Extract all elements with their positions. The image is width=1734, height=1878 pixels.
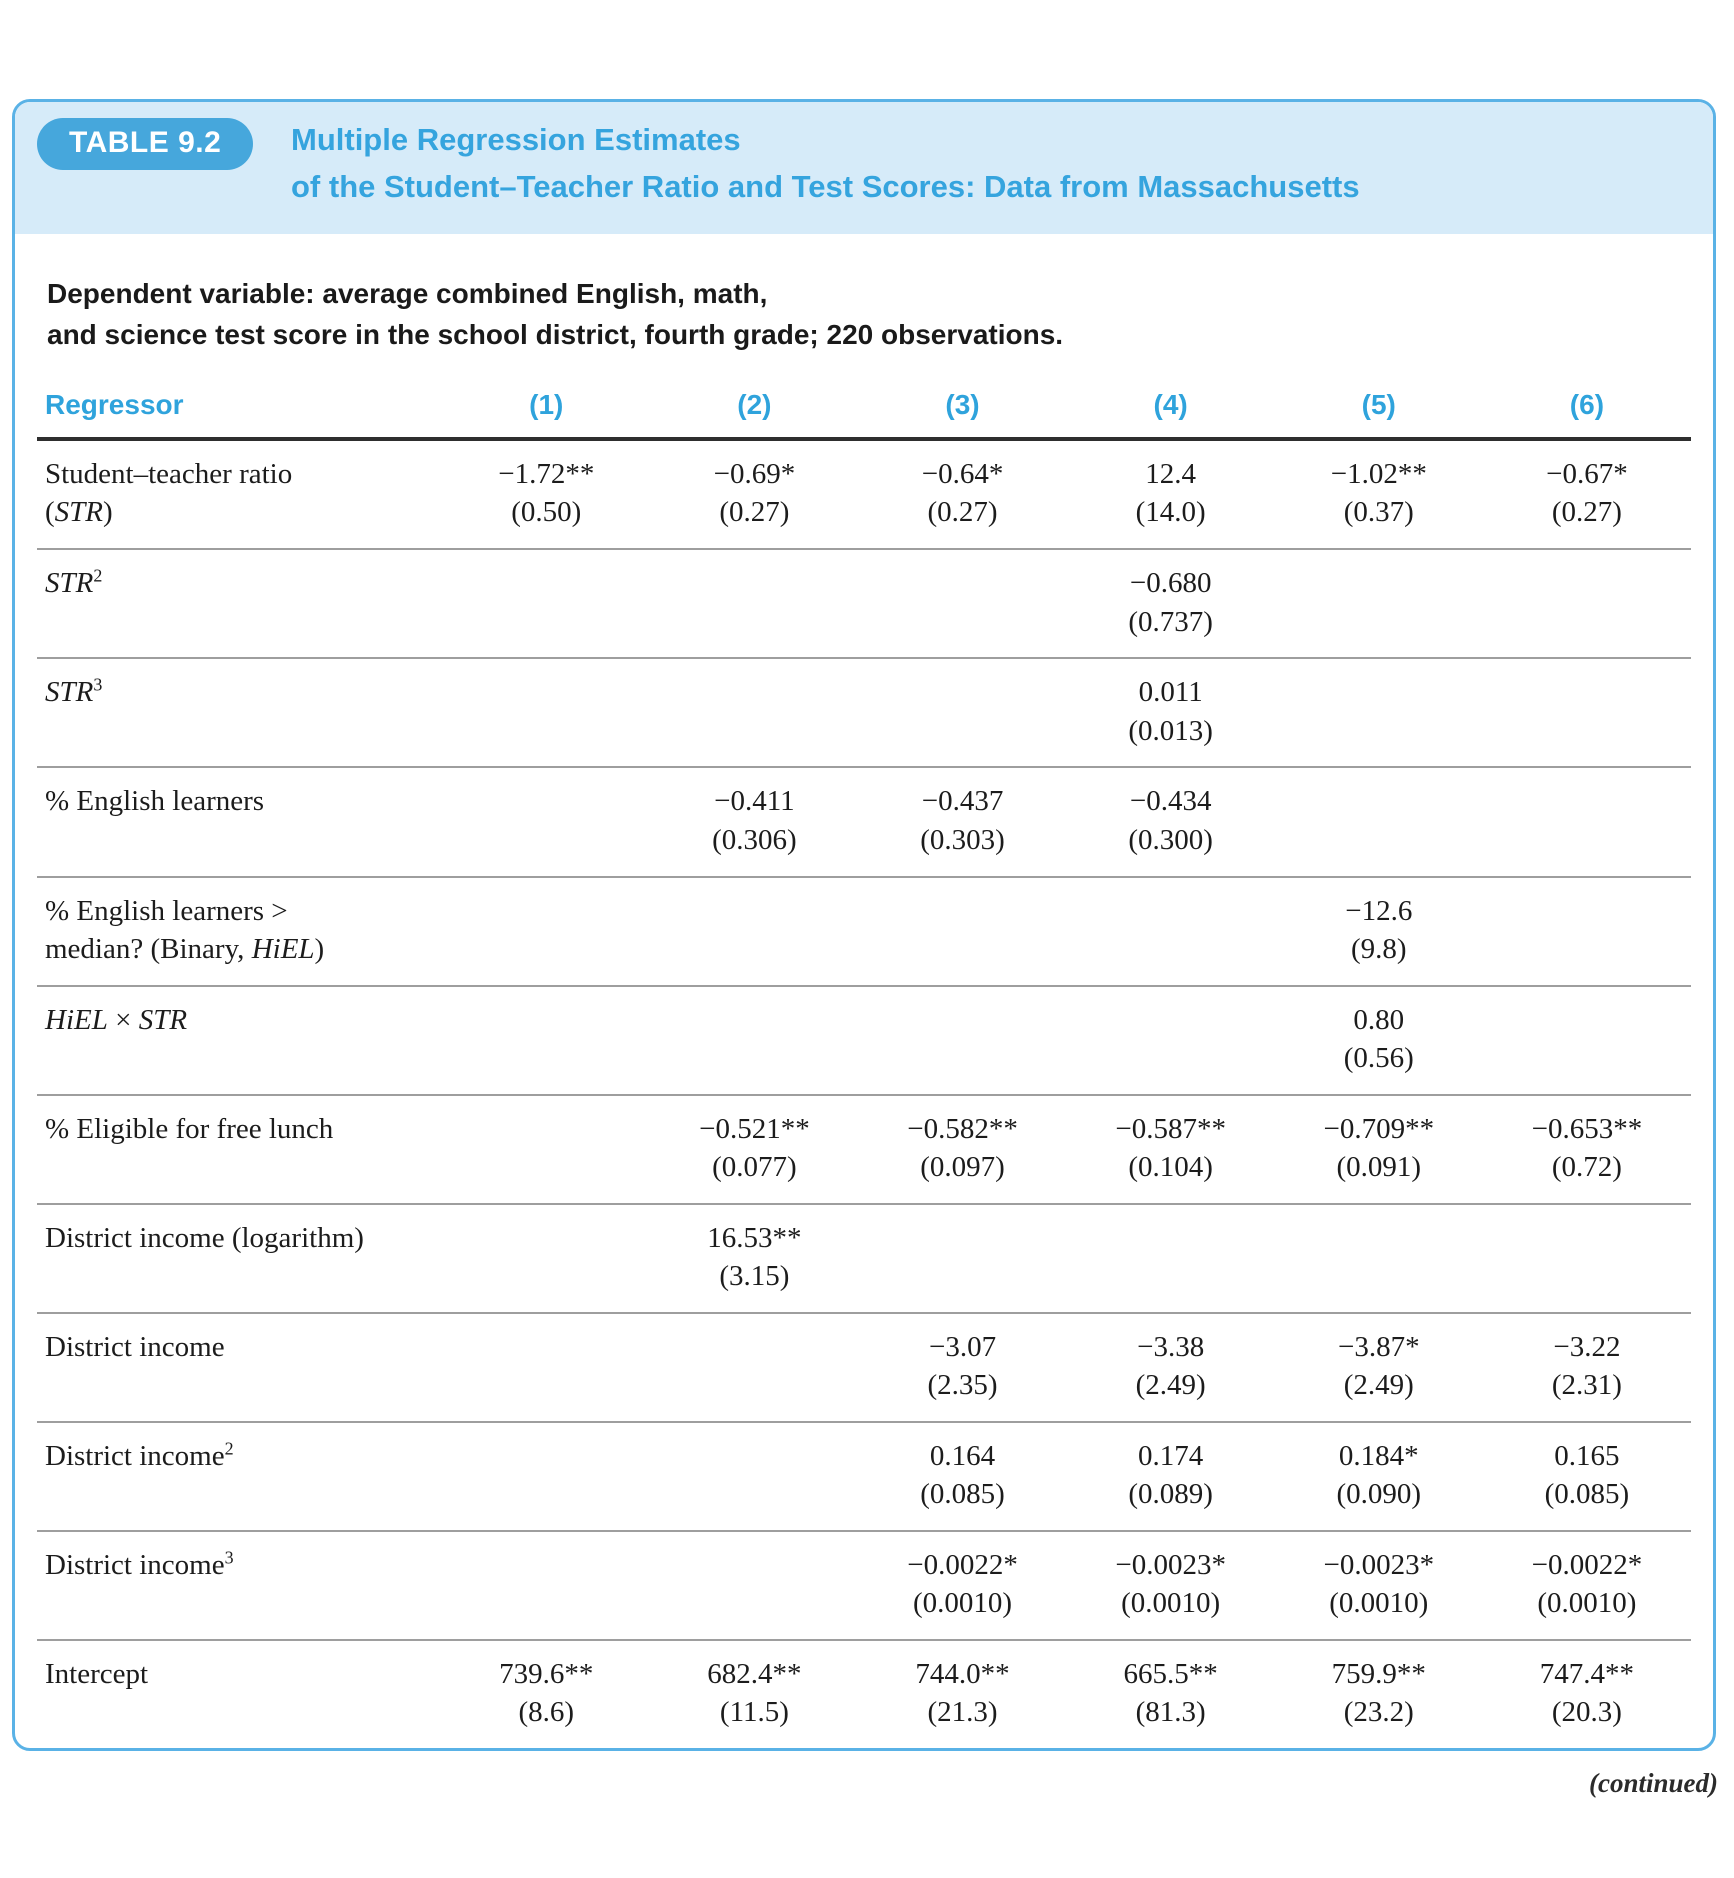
coefficient-cell: [1067, 767, 1275, 876]
coefficient-cell: [1275, 1313, 1483, 1422]
coefficient-cell: [650, 549, 858, 658]
column-header-6: (6): [1483, 389, 1691, 439]
standard-error: (0.56): [1343, 1041, 1414, 1074]
coefficient-cell: [442, 1313, 650, 1422]
coefficient-cell: [1483, 877, 1691, 986]
standard-error: (8.6): [518, 1696, 575, 1729]
table-row: [37, 1313, 1691, 1422]
standard-error: (0.27): [927, 496, 998, 529]
standard-error: (2.31): [1551, 1369, 1622, 1402]
standard-error: (0.303): [920, 823, 1005, 856]
coefficient-cell: [442, 1095, 650, 1204]
table-title-line1: Multiple Regression Estimates: [291, 122, 741, 157]
coefficient-cell: [650, 986, 858, 1095]
coefficient-cell: [442, 1640, 650, 1748]
coefficient-cell: [1275, 1204, 1483, 1313]
table-title: [291, 116, 1360, 210]
coefficient-cell: [1483, 767, 1691, 876]
table-row: [37, 986, 1691, 1095]
coefficient-value: −0.653**: [1531, 1112, 1643, 1145]
standard-error: (0.104): [1128, 1150, 1213, 1183]
coefficient-cell: [1275, 1640, 1483, 1748]
coefficient-cell: [1483, 658, 1691, 767]
coefficient-cell: [442, 439, 650, 549]
coefficient-cell: [650, 767, 858, 876]
coefficient-value: 0.011: [1138, 676, 1203, 709]
standard-error: (0.0010): [1537, 1587, 1637, 1620]
coefficient-value: 0.164: [929, 1439, 996, 1472]
coefficient-cell: [1483, 1531, 1691, 1640]
regressor-label: % English learners > median? (Binary, HiEL): [45, 894, 325, 965]
coefficient-cell: [1275, 986, 1483, 1095]
standard-error: (0.0010): [1329, 1587, 1429, 1620]
coefficient-value: 0.184*: [1338, 1439, 1419, 1472]
coefficient-cell: [1067, 439, 1275, 549]
coefficient-cell: [858, 1095, 1066, 1204]
coefficient-value: 16.53**: [707, 1221, 802, 1254]
coefficient-cell: [650, 877, 858, 986]
note-line2: and science test score in the school district, fourth grade; 220 observations.: [47, 318, 1064, 350]
coefficient-value: −3.38: [1137, 1330, 1205, 1363]
standard-error: (0.089): [1128, 1478, 1213, 1511]
coefficient-cell: [650, 1531, 858, 1640]
coefficient-cell: [1275, 549, 1483, 658]
coefficient-cell: [1067, 1095, 1275, 1204]
note-line1: Dependent variable: average combined English, math,: [47, 278, 768, 309]
regressor-label: District income (logarithm): [45, 1221, 364, 1254]
coefficient-cell: [1483, 439, 1691, 549]
coefficient-cell: [1067, 549, 1275, 658]
table-row: [37, 1095, 1691, 1204]
standard-error: (11.5): [719, 1696, 789, 1729]
column-header-2: (2): [650, 389, 858, 439]
dependent-variable-note: [47, 274, 1681, 355]
regressor-label: % English learners: [45, 785, 265, 818]
coefficient-value: 0.80: [1353, 1003, 1405, 1036]
regressor-label: STR$^2$: [45, 565, 103, 600]
coefficient-value: −1.72**: [498, 458, 595, 491]
coefficient-cell: [1483, 986, 1691, 1095]
coefficient-cell: [442, 549, 650, 658]
standard-error: (14.0): [1135, 496, 1206, 529]
standard-error: (81.3): [1135, 1696, 1206, 1729]
coefficient-cell: [1067, 1640, 1275, 1748]
coefficient-cell: [650, 1640, 858, 1748]
standard-error: (0.085): [1544, 1478, 1630, 1511]
coefficient-cell: [1067, 1204, 1275, 1313]
coefficient-cell: [1275, 767, 1483, 876]
regressor-label: HiEL × STR: [45, 1003, 188, 1036]
coefficient-cell: [1275, 877, 1483, 986]
standard-error: (0.300): [1128, 823, 1213, 856]
coefficient-cell: [1483, 549, 1691, 658]
coefficient-cell: [858, 1313, 1066, 1422]
standard-error: (2.49): [1343, 1369, 1414, 1402]
standard-error: (0.737): [1128, 605, 1213, 638]
standard-error: (0.27): [1551, 496, 1622, 529]
coefficient-cell: [1067, 1531, 1275, 1640]
coefficient-value: −1.02**: [1330, 458, 1427, 491]
coefficient-cell: [1067, 1313, 1275, 1422]
coefficient-cell: [650, 658, 858, 767]
standard-error: (0.077): [712, 1150, 797, 1183]
table-row: [37, 439, 1691, 549]
standard-error: (3.15): [719, 1259, 790, 1292]
column-header-5: (5): [1275, 389, 1483, 439]
coefficient-cell: [1067, 877, 1275, 986]
column-header-3: (3): [858, 389, 1066, 439]
coefficient-value: 759.9**: [1331, 1657, 1426, 1690]
column-header-row: [37, 389, 1691, 439]
coefficient-cell: [442, 986, 650, 1095]
coefficient-value: 739.6**: [499, 1657, 594, 1690]
coefficient-value: −0.0023*: [1115, 1548, 1226, 1581]
coefficient-value: −3.07: [928, 1330, 997, 1363]
coefficient-cell: [1275, 658, 1483, 767]
coefficient-cell: [1483, 1313, 1691, 1422]
coefficient-cell: [858, 1422, 1066, 1531]
standard-error: (0.0010): [912, 1587, 1013, 1620]
coefficient-value: −3.22: [1553, 1330, 1621, 1363]
coefficient-value: −12.6: [1345, 894, 1413, 927]
coefficient-cell: [650, 1422, 858, 1531]
coefficient-cell: [1275, 439, 1483, 549]
coefficient-value: −0.67*: [1546, 458, 1628, 491]
coefficient-value: −0.0022*: [1531, 1548, 1643, 1581]
coefficient-cell: [1067, 986, 1275, 1095]
table-content: [15, 234, 1713, 1748]
coefficient-cell: [650, 1204, 858, 1313]
coefficient-cell: [1483, 1204, 1691, 1313]
table-row: [37, 1531, 1691, 1640]
standard-error: (2.35): [927, 1369, 998, 1402]
table-body: [37, 439, 1691, 1748]
coefficient-value: 747.4**: [1539, 1657, 1635, 1690]
regressor-label: District income$^3$: [45, 1547, 234, 1581]
coefficient-cell: [858, 439, 1066, 549]
regressor-label: % Eligible for free lunch: [45, 1112, 334, 1145]
regression-table: [37, 389, 1691, 1748]
coefficient-value: 0.174: [1138, 1439, 1204, 1472]
coefficient-value: 744.0**: [915, 1657, 1010, 1690]
coefficient-cell: [1483, 1640, 1691, 1748]
standard-error: (0.097): [920, 1150, 1005, 1183]
coefficient-value: −0.521**: [699, 1112, 810, 1145]
coefficient-value: −0.0023*: [1323, 1548, 1435, 1581]
column-header-1: (1): [442, 389, 650, 439]
standard-error: (0.306): [712, 823, 797, 856]
coefficient-value: −0.0022*: [907, 1548, 1018, 1581]
coefficient-cell: [1067, 658, 1275, 767]
column-header-regressor: Regressor: [37, 389, 442, 439]
coefficient-cell: [442, 658, 650, 767]
standard-error: (2.49): [1135, 1369, 1206, 1402]
coefficient-value: −0.64*: [921, 458, 1004, 491]
standard-error: (0.085): [920, 1478, 1005, 1511]
standard-error: (0.37): [1343, 496, 1414, 529]
coefficient-value: −3.87*: [1337, 1330, 1420, 1363]
coefficient-value: 665.5**: [1123, 1657, 1218, 1690]
standard-error: (0.013): [1128, 714, 1213, 747]
coefficient-cell: [1275, 1531, 1483, 1640]
coefficient-cell: [1275, 1095, 1483, 1204]
coefficient-cell: [1483, 1422, 1691, 1531]
table-row: [37, 1422, 1691, 1531]
coefficient-cell: [858, 1531, 1066, 1640]
regressor-label: District income: [45, 1330, 225, 1363]
coefficient-cell: [650, 1095, 858, 1204]
regressor-label: STR$^3$: [45, 674, 103, 709]
coefficient-cell: [858, 658, 1066, 767]
coefficient-cell: [1067, 1422, 1275, 1531]
standard-error: (0.091): [1336, 1150, 1422, 1183]
coefficient-cell: [650, 1313, 858, 1422]
coefficient-cell: [858, 549, 1066, 658]
coefficient-cell: [858, 767, 1066, 876]
coefficient-cell: [442, 767, 650, 876]
column-header-4: (4): [1067, 389, 1275, 439]
table-card: [12, 99, 1716, 1751]
table-title-line2: of the Student–Teacher Ratio and Test Scores: Data from Massachusetts: [291, 169, 1360, 205]
coefficient-cell: [650, 439, 858, 549]
regressor-label: Intercept: [45, 1657, 149, 1690]
coefficient-value: 682.4**: [707, 1657, 802, 1690]
coefficient-cell: [858, 986, 1066, 1095]
standard-error: (0.090): [1336, 1478, 1422, 1511]
coefficient-cell: [442, 1204, 650, 1313]
coefficient-value: −0.437: [921, 785, 1004, 818]
table-row: [37, 767, 1691, 876]
coefficient-cell: [858, 877, 1066, 986]
coefficient-cell: [442, 877, 650, 986]
regressor-label: District income$^2$: [45, 1438, 234, 1472]
continued-note: (continued): [1588, 1768, 1718, 1798]
coefficient-value: 12.4: [1145, 458, 1197, 491]
coefficient-value: −0.582**: [907, 1112, 1018, 1145]
coefficient-cell: [442, 1531, 650, 1640]
standard-error: (0.72): [1551, 1150, 1622, 1183]
coefficient-cell: [442, 1422, 650, 1531]
table-row: [37, 1204, 1691, 1313]
table-row: [37, 549, 1691, 658]
coefficient-value: −0.680: [1129, 567, 1212, 600]
standard-error: (23.2): [1343, 1696, 1414, 1729]
coefficient-value: −0.434: [1129, 785, 1212, 818]
coefficient-cell: [858, 1204, 1066, 1313]
coefficient-value: −0.587**: [1115, 1112, 1226, 1145]
standard-error: (0.0010): [1121, 1587, 1221, 1620]
standard-error: (0.27): [719, 496, 790, 529]
coefficient-cell: [1275, 1422, 1483, 1531]
table-row: [37, 877, 1691, 986]
coefficient-value: 0.165: [1554, 1439, 1620, 1472]
coefficient-value: −0.69*: [713, 458, 796, 491]
standard-error: (0.50): [511, 496, 582, 529]
standard-error: (20.3): [1551, 1696, 1622, 1729]
standard-error: (21.3): [927, 1696, 998, 1729]
table-header-band: [15, 102, 1713, 234]
coefficient-cell: [858, 1640, 1066, 1748]
coefficient-value: −0.709**: [1323, 1112, 1435, 1145]
table-row: [37, 1640, 1691, 1748]
table-badge: TABLE 9.2: [37, 118, 253, 170]
coefficient-cell: [1483, 1095, 1691, 1204]
regressor-label: Student–teacher ratio (STR): [45, 458, 293, 529]
standard-error: (9.8): [1350, 932, 1407, 965]
coefficient-value: −0.411: [714, 785, 795, 818]
table-row: [37, 658, 1691, 767]
